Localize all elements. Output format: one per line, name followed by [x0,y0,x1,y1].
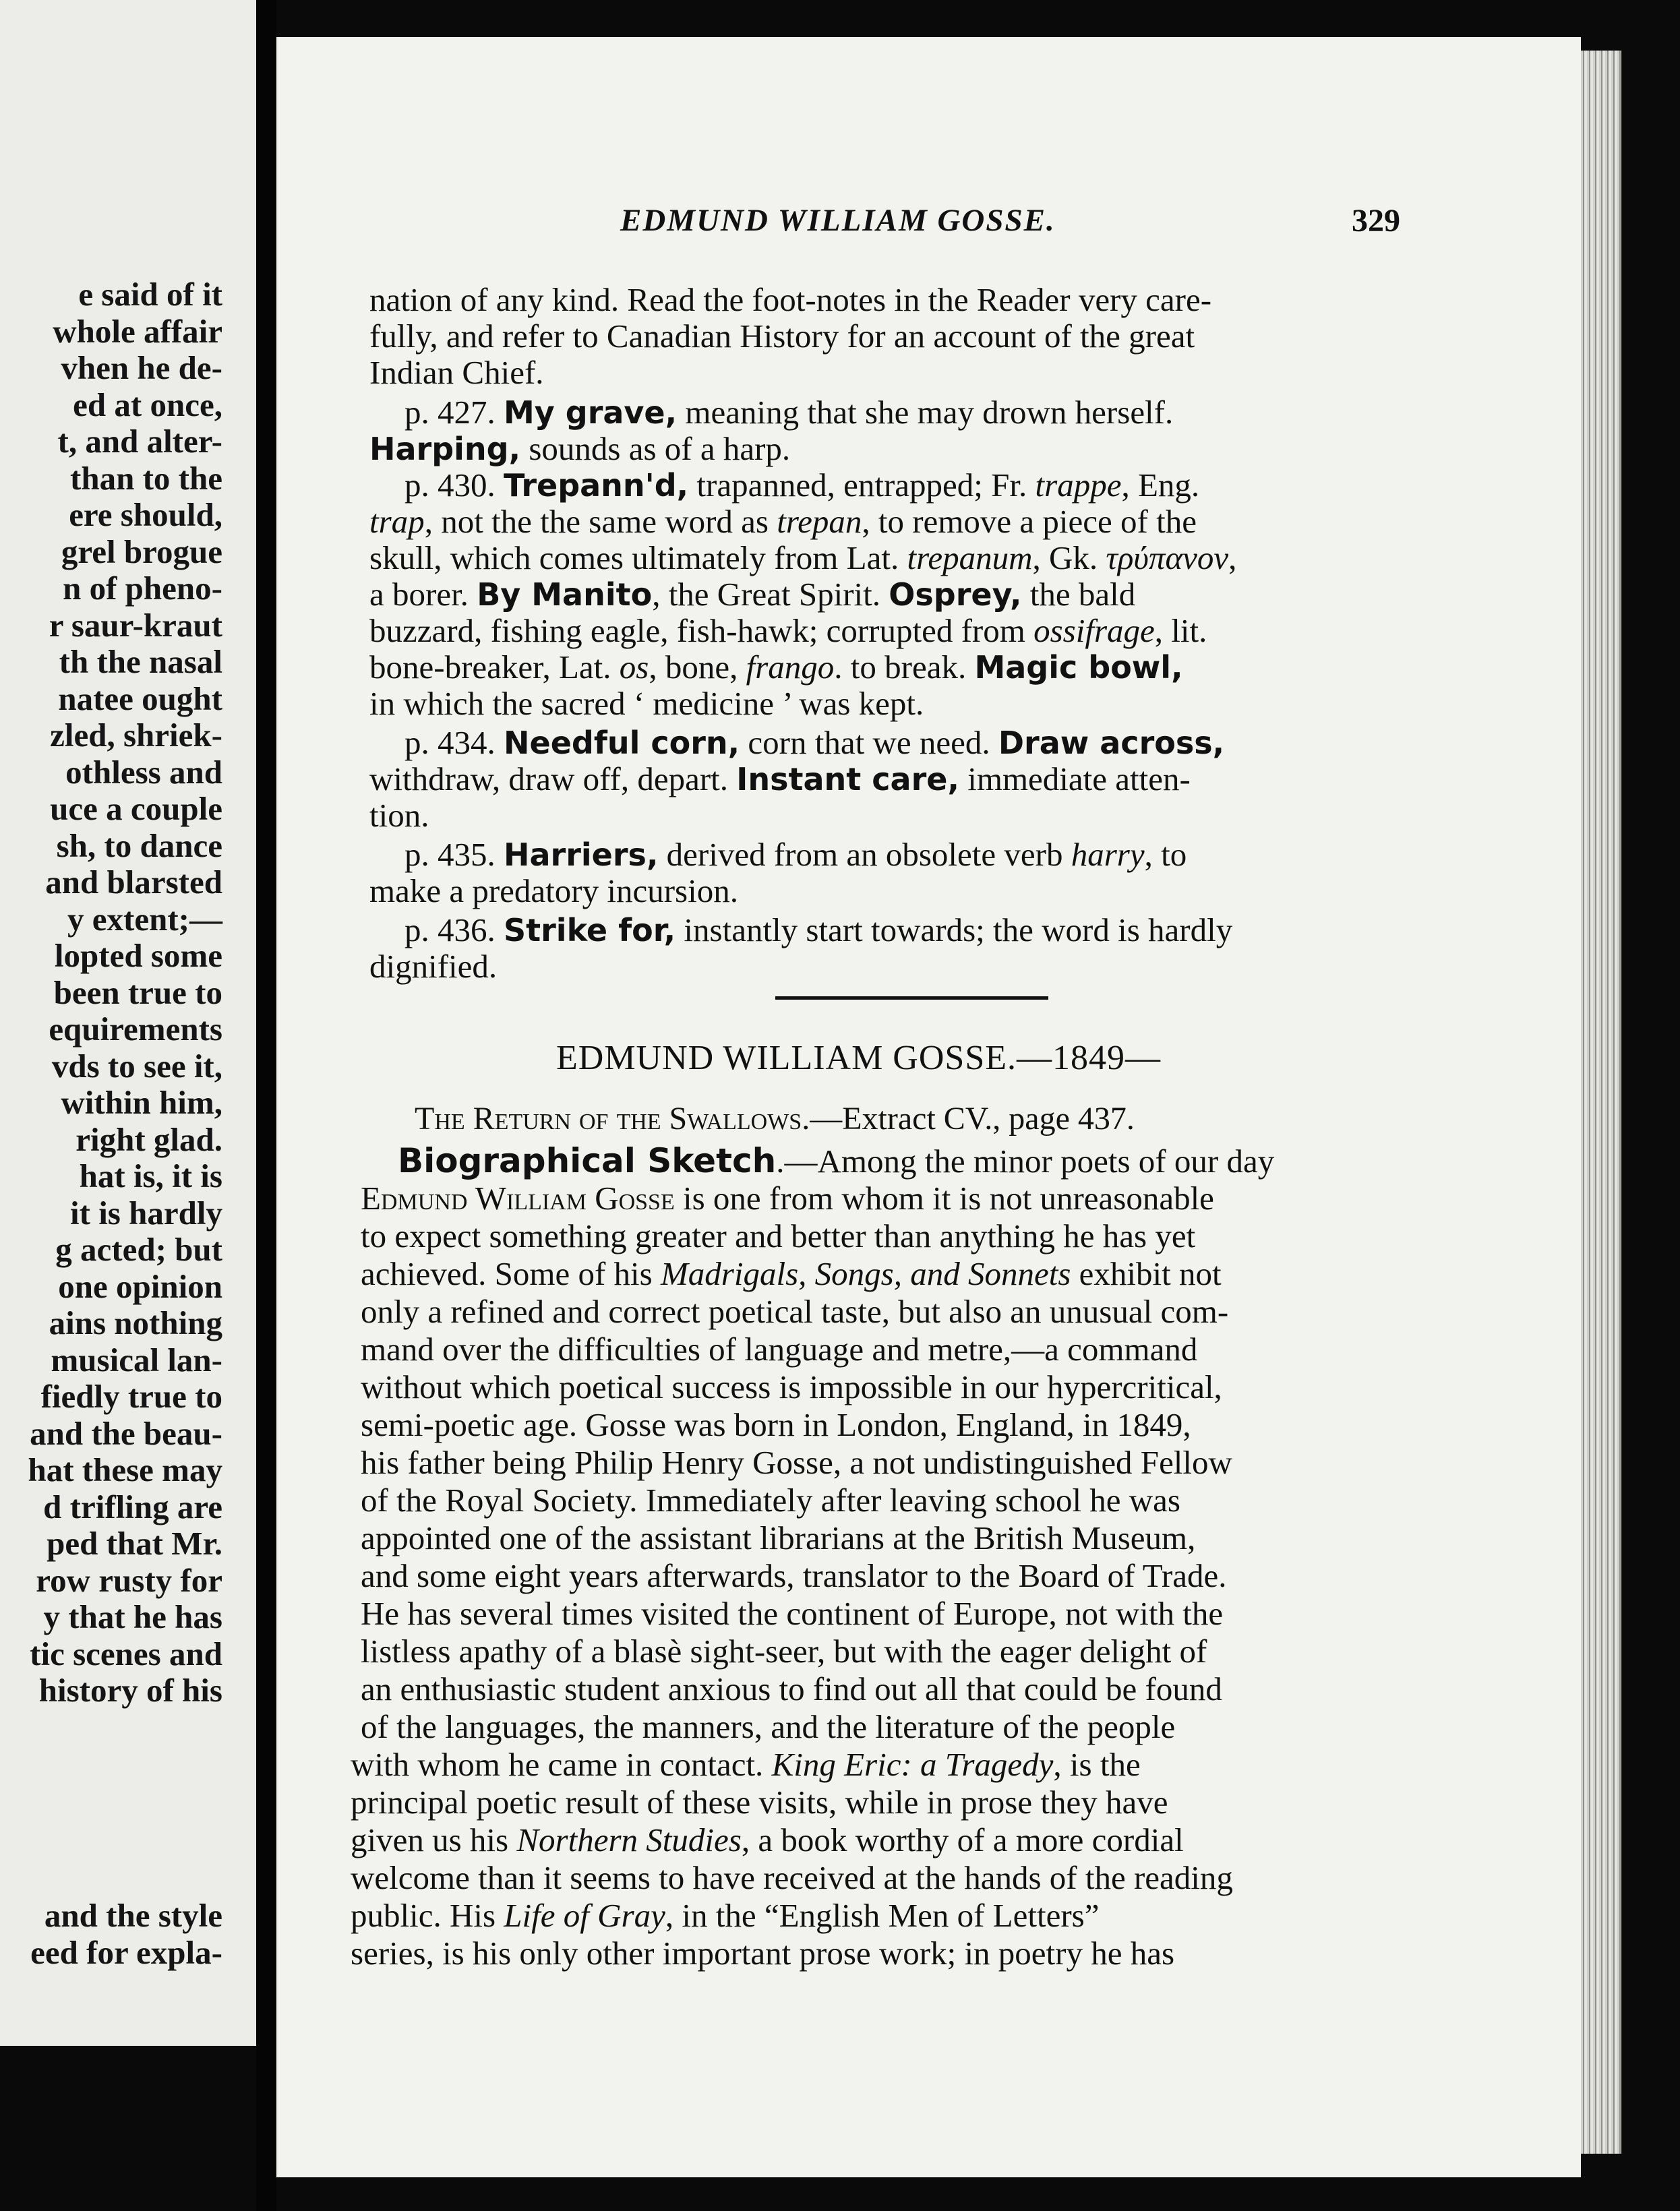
gloss: corn that we need. [740,724,998,761]
gloss: instantly start towards; the word is hardly [676,911,1233,948]
left-page-line: and blarsted [45,864,222,901]
left-page-line: lopted some [54,937,222,974]
note-p436-line1 [404,912,1232,948]
italic-word: trepan [777,503,862,540]
left-facing-page [0,0,256,2046]
bio-text: , is the [1053,1746,1141,1783]
left-page-line: th the nasal [59,643,222,680]
bio-line: principal poetic result of these visits, while in prose they have [351,1784,1168,1821]
extract-title: The Return of the Swallows. [415,1101,810,1137]
section-divider [775,996,1048,1000]
book-gutter [256,0,276,2211]
bio-line: an enthusiastic student anxious to find out all that could be found [361,1670,1222,1707]
note-line: Indian Chief. [369,354,544,391]
left-page-line: and the style [44,1897,222,1934]
gloss: a borer. [369,576,477,613]
bio-line: and some eight years afterwards, translator to the Board of Trade. [361,1557,1227,1594]
page-edges [1581,51,1621,2154]
note-p430-line1 [404,467,1199,504]
bio-text: is one from whom it is not unreasonable [674,1180,1214,1217]
left-page-line: ped that Mr. [47,1525,222,1562]
left-page-line: uce a couple [50,790,222,827]
bio-line: semi-poetic age. Gosse was born in London, England, in 1849, [361,1406,1191,1443]
gloss: meaning that she may drown herself. [677,394,1174,431]
bio-line [351,1898,1099,1934]
italic-word: harry [1071,836,1145,873]
extract-reference: —Extract CV., page 437. [810,1101,1135,1137]
page-ref: p. 435. [404,836,496,873]
note-p430-line7: in which the sacred ‘ medicine ’ was kept. [369,685,924,722]
work-title: King Eric: a Tragedy [771,1746,1054,1783]
left-page-line: t, and alter- [57,423,222,460]
term: Harping, [369,431,521,467]
left-page-line: vds to see it, [51,1047,222,1085]
left-page-line: musical lan- [51,1341,222,1379]
gloss: . to break. [834,648,975,686]
left-page-line: been true to [53,973,222,1011]
bio-text: achieved. Some of his [361,1255,661,1292]
left-page-line: row rusty for [36,1561,222,1599]
gloss: bone-breaker, Lat. [369,648,620,686]
note-p434-line1 [404,725,1224,761]
left-page-line: sh, to dance [56,826,222,864]
bio-text: .—Among the minor poets of our day [776,1143,1275,1180]
gloss: sounds as of a harp. [520,430,791,467]
bio-line: listless apathy of a blasè sight-seer, but with the eager delight of [361,1633,1207,1670]
page-ref: p. 434. [404,724,496,761]
bio-line [398,1143,1274,1180]
bio-line: welcome than it seems to have received at the hands of the reading [351,1859,1233,1896]
left-page-line: whole affair [53,312,222,350]
left-page-line: ed at once, [73,386,222,423]
page-number: 329 [1352,203,1400,239]
gloss: , bone, [649,648,746,686]
note-p427-line2 [369,431,790,467]
note-p430-line5 [369,613,1207,649]
note-p435-line1 [404,837,1187,873]
bio-text: , a book worthy of a more cordial [741,1821,1184,1858]
bio-line [351,1822,1184,1858]
italic-word: os [619,648,649,686]
section-title: EDMUND WILLIAM GOSSE.—1849— [556,1039,1162,1077]
left-page-line: and the beau- [30,1414,222,1452]
left-page-line: it is hardly [70,1194,222,1232]
term: Strike for, [504,912,676,948]
term: Harriers, [504,837,659,873]
bio-line: without which poetical success is impossible in our hypercritical, [361,1368,1222,1405]
left-page-line: natee ought [58,679,222,717]
left-page-line: within him, [61,1084,222,1121]
left-page-line: y extent;— [67,900,222,938]
bio-text: given us his [351,1821,517,1858]
page-ref: p. 436. [404,911,496,948]
left-page-line: y that he has [43,1598,222,1635]
bio-line: to expect something greater and better than anything he has yet [361,1217,1196,1254]
gloss: withdraw, draw off, depart. [369,760,737,797]
bio-line [351,1747,1141,1783]
gloss: , Gk. [1032,539,1106,576]
gloss: , the Great Spirit. [652,576,889,613]
note-p435-line2: make a predatory incursion. [369,872,738,909]
left-page-line: hat is, it is [79,1157,222,1194]
bio-line [361,1180,1214,1217]
italic-word: ossifrage [1033,612,1155,649]
work-title: Northern Studies [516,1821,742,1858]
gloss: , lit. [1154,612,1207,649]
left-page-line: grel brogue [61,533,222,570]
note-p430-line3 [369,540,1236,576]
note-p430-line6 [369,649,1183,686]
left-page-line: fiedly true to [40,1378,222,1415]
term: Instant care, [736,761,959,797]
left-page-line: zled, shriek- [50,717,222,754]
gloss: , not the the same word as [424,503,777,540]
greek-word: τρύπανον [1106,539,1229,576]
left-page-line: r saur-kraut [49,606,222,644]
left-page-line: hat these may [28,1451,222,1488]
left-page-line: than to the [70,459,222,497]
left-page-line: ains nothing [49,1304,222,1341]
left-page-line: n of pheno- [63,570,222,607]
gloss: the bald [1021,576,1136,613]
term: Needful corn, [504,725,740,761]
note-p434-line2 [369,761,1191,797]
term: My grave, [504,394,678,431]
gloss: trapanned, entrapped; Fr. [688,466,1036,504]
term: Osprey, [889,576,1022,613]
left-page-line: g acted; but [55,1231,222,1268]
bio-text: , in the “English Men of Letters” [665,1897,1100,1934]
note-p430-line4 [369,576,1135,613]
left-page-line: equirements [49,1010,222,1048]
left-page-line: tic scenes and [30,1635,222,1672]
note-p436-line2: dignified. [369,948,498,985]
left-page-line: d trifling are [43,1488,222,1525]
gloss: derived from an obsolete verb [658,836,1071,873]
bio-text: exhibit not [1071,1255,1222,1292]
italic-word: trappe [1035,466,1122,504]
gloss: skull, which comes ultimately from Lat. [369,539,907,576]
bio-line: appointed one of the assistant librarians at the British Museum, [361,1519,1196,1556]
subject-name: Edmund William Gosse [361,1180,675,1217]
bio-text: public. His [351,1897,504,1934]
note-line: nation of any kind. Read the foot-notes in the Reader very care- [369,281,1212,318]
left-page-line: right glad. [76,1120,222,1158]
work-title: Life of Gray [504,1897,665,1934]
extract-line [415,1100,1135,1137]
left-page-line: ere should, [69,496,222,533]
page-ref: p. 427. [404,394,496,431]
gloss: , [1228,539,1237,576]
italic-word: frango [746,648,835,686]
left-page-line: eed for expla- [30,1934,222,1971]
gloss: , to [1144,836,1187,873]
work-title: Madrigals, Songs, and Sonnets [660,1255,1071,1292]
note-p430-line2 [369,504,1197,540]
bio-line: his father being Philip Henry Gosse, a not undistinguished Fellow [361,1444,1232,1481]
italic-word: trepanum [907,539,1033,576]
left-page-line: vhen he de- [61,349,222,386]
left-page-line: history of his [38,1672,222,1709]
page-ref: p. 430. [404,466,496,504]
note-p427-line1 [404,394,1173,431]
bio-line: mand over the difficulties of language and metre,—a command [361,1331,1198,1368]
left-page-line: othless and [65,753,222,791]
bio-line: only a refined and correct poetical taste, but also an unusual com- [361,1293,1229,1330]
bio-line: of the Royal Society. Immediately after leaving school he was [361,1482,1181,1519]
left-page-line: one opinion [58,1267,222,1305]
note-line: fully, and refer to Canadian History for an account of the great [369,317,1195,355]
bio-line: He has several times visited the continent of Europe, not with the [361,1595,1224,1632]
gloss: , to remove a piece of the [862,503,1197,540]
term: Draw across, [998,725,1225,761]
gloss: immediate atten- [959,760,1191,797]
bio-line: of the languages, the manners, and the literature of the people [361,1708,1176,1745]
bio-heading: Biographical Sketch [398,1141,777,1180]
left-page-line: e said of it [78,276,222,313]
note-p434-line3: tion. [369,797,429,834]
gloss: buzzard, fishing eagle, fish-hawk; corrupted from [369,612,1034,649]
running-header: EDMUND WILLIAM GOSSE. [620,203,1056,238]
bio-line [361,1256,1222,1292]
term: By Manito [477,576,653,613]
term: Magic bowl, [974,649,1183,686]
gloss: , Eng. [1121,466,1200,504]
term: Trepann'd, [504,467,689,504]
bio-line: series, is his only other important prose work; in poetry he has [351,1935,1175,1972]
italic-word: trap [369,503,425,540]
bio-text: with whom he came in contact. [351,1746,772,1783]
